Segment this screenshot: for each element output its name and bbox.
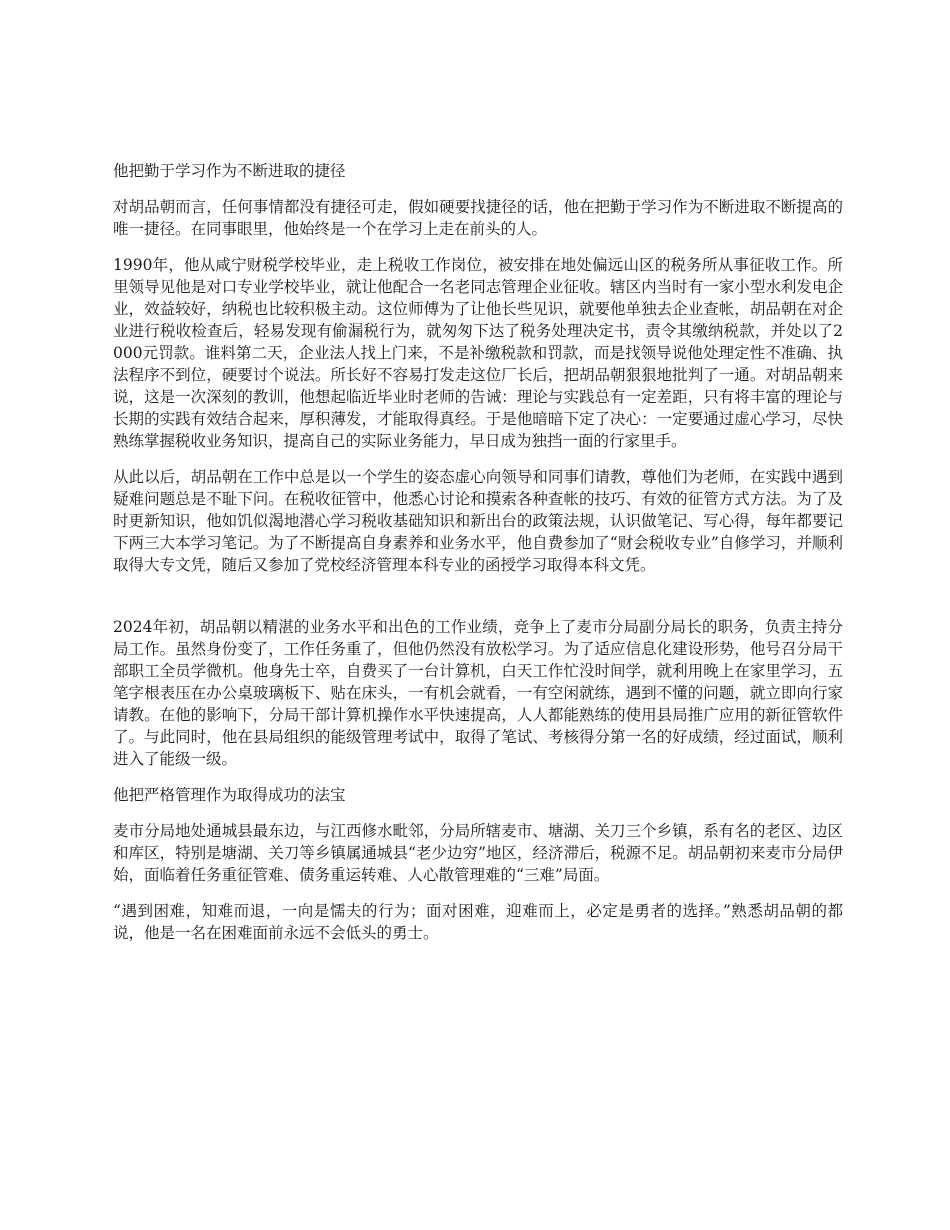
section-heading-management: 他把严格管理作为取得成功的法宝 bbox=[113, 786, 346, 804]
section-heading-learning: 他把勤于学习作为不断进取的捷径 bbox=[113, 162, 346, 180]
paragraph-since-then: 从此以后，胡品朝在工作中总是以一个学生的姿态虚心向领导和同事们请教，尊他们为老师，在实践中遇到疑难问题总是不耻下问。在税收征管中，他悉心讨论和摸索各种查帐的技巧、有效的征管方式方法。为了及时更新知识，他如饥似渴地潜心学习税收基础知识和新出台的政策法规，认识做笔记、写心得，每年都要记下两三大本学习笔记。为了不断提高自身素养和业务水平，他自费参加了“财会税收专业”自修学习，并顺利取得大专文凭，随后又参加了党校经济管理本科专业的函授学习取得本科文凭。 bbox=[113, 468, 843, 574]
paragraph-maishi: 麦市分局地处通城县最东边，与江西修水毗邻，分局所辖麦市、塘湖、关刀三个乡镇，系有名的老区、边区和库区，特别是塘湖、关刀等乡镇属通城县“老少边穷”地区，经济滞后，税源不足。胡品朝初来麦市分局伊始，面临着任务重征管难、债务重运转难、人心散管理难的“三难”局面。 bbox=[113, 822, 843, 884]
article-body bbox=[113, 160, 843, 958]
paragraph-2024: 2024年初，胡品朝以精湛的业务水平和出色的工作业绩，竞争上了麦市分局副分局长的职务，负责主持分局工作。虽然身份变了，工作任务重了，但他仍然没有放松学习。为了适应信息化建设形势，他号召分局干部职工全员学微机。他身先士卒，自费买了一台计算机，白天工作忙没时间学，就利用晚上在家里学习，五笔字根表压在办公桌玻璃板下、贴在床头，一有机会就看，一有空闲就练，遇到不懂的问题，就立即向行家请教。在他的影响下，分局干部计算机操作水平快速提高，人人都能熟练的使用县局推广应用的新征管软件了。与此同时，他在县局组织的能级管理考试中，取得了笔试、考核得分第一名的好成绩，经过面试，顺利进入了能级一级。 bbox=[113, 618, 843, 768]
paragraph-1990: 1990年，他从咸宁财税学校毕业，走上税收工作岗位，被安排在地处偏远山区的税务所从事征收工作。所里领导见他是对口专业学校毕业，就让他配合一名老同志管理企业征收。辖区内当时有一家小型水利发电企业，效益较好，纳税也比较积极主动。这位师傅为了让他长些见识，就要他单独去企业查帐，胡品朝在对企业进行税收检查后，轻易发现有偷漏税行为，就匆匆下达了税务处理决定书，责令其缴纳税款，并处以了2000元罚款。谁料第二天，企业法人找上门来，不是补缴税款和罚款，而是找领导说他处理定性不准确、执法程序不到位，硬要讨个说法。所长好不容易打发走这位厂长后，把胡品朝狠狠地批判了一通。对胡品朝来说，这是一次深刻的教训，他想起临近毕业时老师的告诫：理论与实践总有一定差距，只有将丰富的理论与长期的实践有效结合起来，厚积薄发，才能取得真经。于是他暗暗下定了决心：一定要通过虚心学习，尽快熟练掌握税收业务知识，提高自己的实际业务能力，早日成为独挡一面的行家里手。 bbox=[113, 256, 843, 450]
paragraph-quote: “遇到困难，知难而退，一向是懦夫的行为；面对困难，迎难而上，必定是勇者的选择。”熟悉胡品朝的都说，他是一名在困难面前永远不会低头的勇士。 bbox=[113, 902, 843, 942]
paragraph-intro: 对胡品朝而言，任何事情都没有捷径可走，假如硬要找捷径的话，他在把勤于学习作为不断进取不断提高的唯一捷径。在同事眼里，他始终是一个在学习上走在前头的人。 bbox=[113, 198, 843, 238]
